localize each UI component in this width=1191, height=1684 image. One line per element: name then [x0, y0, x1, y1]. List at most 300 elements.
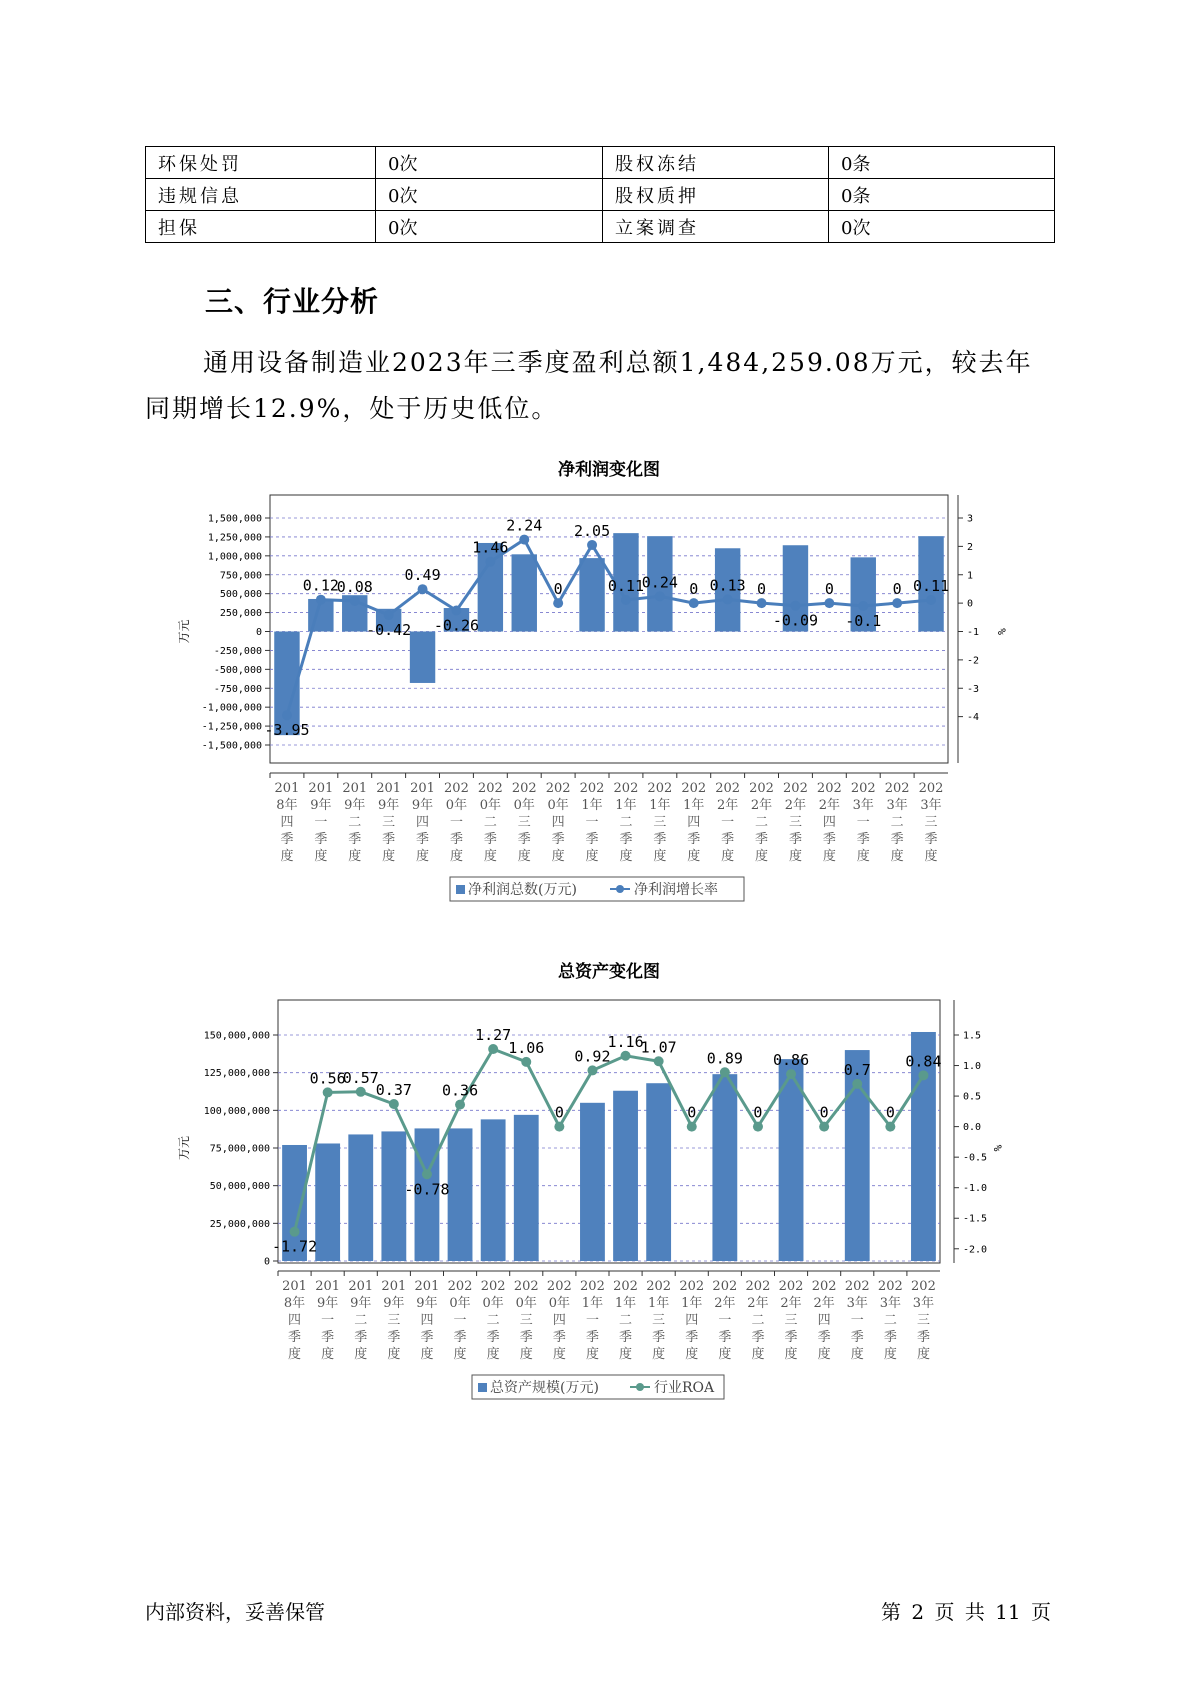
bar	[580, 1103, 605, 1261]
x-tick-label: 1年	[683, 798, 705, 813]
x-tick-label: 四	[822, 815, 836, 830]
table-cell: 0次	[376, 179, 603, 211]
y-tick-label: -1,500,000	[201, 740, 262, 752]
y2-tick-label: 1	[967, 570, 974, 582]
x-tick-label: 1年	[581, 1296, 604, 1311]
data-point	[689, 598, 699, 608]
x-tick-label: 度	[751, 1347, 765, 1362]
y-tick-label: -1,250,000	[201, 721, 262, 733]
data-label: 1.27	[475, 1026, 512, 1045]
x-tick-label: 二	[348, 815, 362, 830]
data-label: 0.7	[843, 1060, 871, 1079]
y2-tick-label: 2	[967, 541, 974, 553]
x-tick-label: 9年	[317, 1296, 339, 1311]
x-tick-label: 季	[382, 832, 396, 847]
table-cell: 0条	[829, 179, 1055, 211]
data-label: 0.57	[342, 1068, 379, 1087]
x-tick-label: 季	[822, 832, 836, 847]
x-tick-label: 202	[679, 1279, 705, 1294]
x-tick-label: 9年	[383, 1296, 405, 1311]
x-tick-label: 度	[585, 849, 599, 864]
x-tick-label: 度	[619, 849, 633, 864]
x-tick-label: 202	[444, 781, 469, 796]
x-tick-label: 9年	[344, 798, 366, 813]
y-tick-label: -1,000,000	[201, 702, 262, 714]
x-tick-label: 202	[580, 1279, 605, 1294]
x-tick-label: 1年	[614, 1296, 637, 1311]
risk-info-table	[145, 146, 1055, 243]
x-tick-label: 季	[387, 1330, 401, 1345]
x-tick-label: 202	[745, 1279, 771, 1294]
y-tick-label: -750,000	[213, 683, 262, 695]
data-point	[621, 1051, 631, 1061]
data-point	[316, 595, 326, 605]
x-tick-label: 202	[477, 781, 503, 796]
x-tick-label: 2年	[717, 798, 739, 813]
x-tick-label: 季	[856, 832, 870, 847]
table-cell: 违规信息	[146, 179, 376, 211]
x-tick-label: 三	[788, 815, 802, 830]
x-tick-label: 2年	[714, 1296, 736, 1311]
table-cell: 股权质押	[603, 179, 829, 211]
legend-bar-label: 总资产规模(万元)	[490, 1380, 599, 1396]
y2-tick-label: -1	[967, 627, 980, 638]
y-tick-label: 1,500,000	[207, 513, 262, 525]
data-point	[521, 1057, 531, 1067]
x-tick-label: 一	[585, 815, 599, 830]
x-tick-label: 度	[718, 1347, 732, 1362]
y2-tick-label: 0.5	[963, 1091, 982, 1103]
x-tick-label: 一	[314, 815, 328, 830]
x-tick-label: 一	[856, 815, 870, 830]
data-point	[786, 1069, 796, 1079]
data-label: 1.07	[640, 1038, 677, 1057]
x-tick-label: 一	[321, 1313, 335, 1328]
bar	[512, 554, 537, 631]
x-tick-label: 季	[416, 832, 430, 847]
table-cell: 担保	[146, 211, 376, 243]
y-tick-label: 1,250,000	[207, 532, 262, 544]
x-tick-label: 季	[585, 832, 599, 847]
x-tick-label: 一	[718, 1313, 732, 1328]
x-tick-label: 季	[517, 832, 531, 847]
bar	[613, 1091, 638, 1261]
x-tick-label: 2年	[784, 798, 807, 813]
x-tick-label: 度	[755, 849, 769, 864]
x-tick-label: 度	[890, 849, 904, 864]
x-tick-label: 0年	[547, 798, 569, 813]
data-point	[654, 1056, 664, 1066]
y2-tick-label: -2.0	[963, 1244, 988, 1256]
x-tick-label: 202	[911, 1279, 936, 1294]
legend-bar-swatch	[478, 1383, 487, 1392]
x-tick-label: 二	[883, 1313, 897, 1328]
data-label: 0.08	[336, 577, 373, 596]
data-label: -3.95	[264, 721, 310, 740]
x-tick-label: 季	[449, 832, 463, 847]
data-label: 0.12	[302, 576, 339, 595]
x-tick-label: 四	[416, 815, 430, 830]
x-tick-label: 3年	[846, 1296, 868, 1311]
x-tick-label: 0年	[479, 798, 501, 813]
y2-axis-label: %	[995, 628, 1008, 635]
x-tick-label: 季	[453, 1330, 467, 1345]
x-tick-label: 四	[817, 1313, 831, 1328]
data-label: 2.24	[506, 516, 543, 535]
x-tick-label: 季	[619, 1330, 633, 1345]
y2-tick-label: -1.5	[963, 1213, 988, 1225]
x-tick-label: 202	[844, 1279, 870, 1294]
y-tick-label: 500,000	[219, 589, 262, 601]
x-tick-label: 季	[420, 1330, 434, 1345]
x-tick-label: 季	[552, 1330, 566, 1345]
x-tick-label: 度	[416, 849, 430, 864]
bar	[712, 1074, 737, 1261]
x-tick-label: 季	[784, 1330, 798, 1345]
x-tick-label: 度	[551, 849, 565, 864]
x-tick-label: 三	[653, 815, 667, 830]
data-label: 0.84	[905, 1052, 942, 1071]
x-tick-label: 度	[685, 1347, 699, 1362]
table-cell: 0次	[376, 211, 603, 243]
x-tick-label: 9年	[411, 798, 434, 813]
x-tick-label: 度	[387, 1347, 401, 1362]
x-tick-label: 度	[817, 1347, 831, 1362]
y-tick-label: 250,000	[219, 608, 262, 620]
x-tick-label: 度	[585, 1347, 599, 1362]
analysis-paragraph: 通用设备制造业2023年三季度盈利总额1,484,259.08万元，较去年同期增长12.9%，处于历史低位。	[145, 348, 1033, 423]
data-point	[587, 1065, 597, 1075]
x-tick-label: 三	[517, 815, 531, 830]
x-tick-label: 度	[653, 849, 667, 864]
x-tick-label: 3年	[879, 1296, 901, 1311]
y-tick-label: -250,000	[213, 645, 262, 657]
x-tick-label: 二	[619, 815, 633, 830]
x-tick-label: 1年	[648, 1296, 670, 1311]
y-tick-label: 750,000	[219, 570, 262, 582]
x-tick-label: 季	[924, 832, 938, 847]
table-cell: 0次	[829, 211, 1055, 243]
x-tick-label: 8年	[283, 1296, 306, 1311]
data-point	[485, 557, 495, 567]
x-tick-label: 202	[681, 781, 707, 796]
x-tick-label: 202	[511, 781, 537, 796]
y-tick-label: 50,000,000	[209, 1181, 270, 1193]
x-tick-label: 四	[288, 1313, 302, 1328]
bar	[381, 1131, 406, 1261]
x-tick-label: 0年	[515, 1296, 537, 1311]
data-point	[723, 594, 733, 604]
x-tick-label: 0年	[513, 798, 535, 813]
y-axis-label: 万元	[177, 1135, 191, 1161]
x-tick-label: 一	[850, 1313, 864, 1328]
data-label: -0.42	[366, 621, 412, 640]
x-tick-label: 四	[420, 1313, 434, 1328]
data-label: -0.1	[845, 611, 882, 630]
x-tick-label: 9年	[416, 1296, 438, 1311]
data-point	[720, 1067, 730, 1077]
y-tick-label: 0	[263, 1256, 270, 1268]
x-tick-label: 202	[447, 1279, 473, 1294]
table-cell: 0次	[376, 147, 603, 179]
x-tick-label: 度	[382, 849, 396, 864]
x-tick-label: 季	[314, 832, 328, 847]
x-tick-label: 3年	[886, 798, 908, 813]
x-tick-label: 季	[652, 1330, 666, 1345]
x-tick-label: 三	[924, 815, 938, 830]
data-label: 0.13	[709, 576, 746, 595]
x-tick-label: 2年	[750, 798, 773, 813]
bar	[315, 1143, 340, 1261]
y-axis-label: 万元	[177, 619, 191, 644]
x-tick-label: 三	[784, 1313, 798, 1328]
x-tick-label: 一	[585, 1313, 599, 1328]
y-tick-label: 75,000,000	[209, 1143, 270, 1155]
x-tick-label: 度	[784, 1347, 798, 1362]
data-label: 0	[554, 1103, 564, 1122]
x-tick-label: 2年	[747, 1296, 769, 1311]
data-point	[587, 540, 597, 550]
data-label: 0.89	[706, 1049, 743, 1068]
data-label: 0	[892, 580, 902, 599]
data-label: 0.11	[607, 577, 645, 596]
data-label: 0.86	[772, 1051, 810, 1070]
x-tick-label: 202	[850, 781, 876, 796]
x-tick-label: 3年	[920, 798, 942, 813]
x-tick-label: 201	[342, 781, 368, 796]
x-tick-label: 二	[755, 815, 769, 830]
data-label: 1.16	[607, 1032, 644, 1051]
x-tick-label: 季	[755, 832, 769, 847]
x-tick-label: 度	[856, 849, 870, 864]
data-point	[451, 606, 461, 616]
x-tick-label: 度	[822, 849, 836, 864]
x-tick-label: 202	[546, 1279, 572, 1294]
x-tick-label: 2年	[813, 1296, 835, 1311]
x-tick-label: 201	[282, 1279, 307, 1294]
data-point	[553, 598, 563, 608]
data-point	[519, 535, 529, 545]
legend-line-label: 行业ROA	[654, 1380, 715, 1396]
y-tick-label: 100,000,000	[203, 1105, 270, 1117]
table-cell: 股权冻结	[603, 147, 829, 179]
x-tick-label: 202	[545, 781, 571, 796]
x-tick-label: 9年	[310, 798, 332, 813]
x-tick-label: 季	[619, 832, 633, 847]
x-tick-label: 季	[890, 832, 904, 847]
x-tick-label: 四	[280, 815, 294, 830]
x-tick-label: 季	[354, 1330, 368, 1345]
x-tick-label: 1年	[681, 1296, 703, 1311]
data-point	[422, 1169, 432, 1179]
x-tick-label: 2年	[818, 798, 840, 813]
x-tick-label: 季	[817, 1330, 831, 1345]
table-cell: 0条	[829, 147, 1055, 179]
x-tick-label: 202	[480, 1279, 506, 1294]
y2-tick-label: 3	[967, 513, 974, 525]
x-tick-label: 度	[288, 1347, 302, 1362]
data-label: 0.24	[641, 573, 678, 592]
x-tick-label: 一	[449, 815, 463, 830]
data-point	[356, 1087, 366, 1097]
x-tick-label: 202	[918, 781, 944, 796]
data-point	[488, 1044, 498, 1054]
y-tick-label: 125,000,000	[203, 1068, 270, 1080]
data-point	[554, 1122, 564, 1132]
x-tick-label: 三	[519, 1313, 533, 1328]
y2-tick-label: 0	[967, 598, 974, 610]
footer-confidential: 内部资料，妥善保管	[145, 1600, 325, 1624]
x-tick-label: 四	[552, 1313, 566, 1328]
data-label: -0.09	[772, 611, 819, 630]
data-label: 0	[819, 1103, 829, 1122]
data-point	[824, 598, 834, 608]
bar	[579, 558, 604, 631]
data-label: 0	[757, 580, 767, 599]
x-tick-label: 季	[788, 832, 802, 847]
x-tick-label: 202	[783, 781, 808, 796]
x-tick-label: 季	[721, 832, 735, 847]
data-point	[858, 601, 868, 611]
x-tick-label: 季	[585, 1330, 599, 1345]
total-assets-chart	[0, 955, 1191, 1415]
data-point	[323, 1087, 333, 1097]
x-tick-label: 度	[721, 849, 735, 864]
x-tick-label: 201	[348, 1279, 374, 1294]
x-tick-label: 二	[483, 815, 497, 830]
x-tick-label: 度	[453, 1347, 467, 1362]
data-label: -0.26	[433, 616, 480, 635]
data-label: 0	[553, 580, 563, 599]
table-row	[146, 179, 1055, 211]
data-point	[885, 1122, 895, 1132]
x-tick-label: 9年	[378, 798, 400, 813]
x-tick-label: 202	[579, 781, 605, 796]
x-tick-label: 201	[376, 781, 402, 796]
y2-tick-label: -2	[967, 655, 980, 667]
x-tick-label: 202	[811, 1279, 837, 1294]
x-tick-label: 2年	[780, 1296, 802, 1311]
y2-tick-label: 0.0	[963, 1122, 982, 1134]
bar	[646, 1083, 671, 1261]
data-label: 0	[689, 580, 699, 599]
x-tick-label: 季	[850, 1330, 864, 1345]
x-tick-label: 季	[280, 832, 294, 847]
x-tick-label: 1年	[581, 798, 603, 813]
x-tick-label: 度	[321, 1347, 335, 1362]
data-point	[819, 1122, 829, 1132]
x-tick-label: 3年	[852, 798, 874, 813]
x-tick-label: 202	[613, 1279, 638, 1294]
data-label: -0.78	[404, 1180, 450, 1199]
x-tick-label: 三	[387, 1313, 401, 1328]
data-point	[290, 1227, 300, 1237]
data-label: 2.05	[573, 521, 611, 540]
y2-tick-label: 1.0	[963, 1061, 982, 1073]
x-tick-label: 季	[348, 832, 362, 847]
data-point	[350, 596, 360, 606]
x-tick-label: 度	[519, 1347, 533, 1362]
bar	[410, 632, 435, 683]
x-tick-label: 201	[315, 1279, 341, 1294]
x-tick-label: 季	[685, 1330, 699, 1345]
x-tick-label: 1年	[615, 798, 637, 813]
y2-axis-label: %	[991, 1144, 1004, 1152]
x-tick-label: 季	[751, 1330, 765, 1345]
data-point	[892, 598, 902, 608]
data-label: 0.56	[309, 1069, 346, 1088]
y2-tick-label: -4	[967, 712, 980, 724]
x-tick-label: 202	[715, 781, 741, 796]
table-cell: 立案调查	[603, 211, 829, 243]
x-tick-label: 度	[552, 1347, 566, 1362]
x-tick-label: 202	[712, 1279, 738, 1294]
x-tick-label: 季	[288, 1330, 302, 1345]
x-tick-label: 度	[486, 1347, 500, 1362]
legend-bar-label: 净利润总数(万元)	[468, 882, 577, 898]
data-point	[753, 1122, 763, 1132]
x-tick-label: 度	[314, 849, 328, 864]
x-tick-label: 202	[749, 781, 774, 796]
x-tick-label: 0年	[445, 798, 468, 813]
x-tick-label: 季	[653, 832, 667, 847]
x-tick-label: 度	[924, 849, 938, 864]
x-tick-label: 度	[449, 849, 463, 864]
x-tick-label: 201	[410, 781, 435, 796]
x-tick-label: 季	[321, 1330, 335, 1345]
data-label: 0	[753, 1103, 763, 1122]
x-tick-label: 202	[816, 781, 842, 796]
x-tick-label: 季	[916, 1330, 930, 1345]
x-tick-label: 1年	[649, 798, 671, 813]
table-cell: 环保处罚	[146, 147, 376, 179]
x-tick-label: 0年	[482, 1296, 504, 1311]
x-tick-label: 二	[354, 1313, 368, 1328]
x-tick-label: 四	[685, 1313, 699, 1328]
x-tick-label: 三	[382, 815, 396, 830]
x-tick-label: 度	[687, 849, 701, 864]
x-tick-label: 202	[613, 781, 639, 796]
data-point	[389, 1099, 399, 1109]
chart-title: 总资产变化图	[558, 962, 660, 982]
data-point	[621, 595, 631, 605]
data-point	[926, 595, 936, 605]
bar	[481, 1119, 506, 1261]
x-tick-label: 一	[453, 1313, 467, 1328]
data-label: 1.46	[472, 538, 509, 557]
data-label: 0.49	[404, 566, 441, 585]
y2-tick-label: -3	[967, 683, 980, 695]
bar	[448, 1128, 473, 1261]
y-tick-label: 1,000,000	[207, 551, 262, 563]
x-tick-label: 0年	[548, 1296, 570, 1311]
data-label: 0	[687, 1103, 697, 1122]
x-tick-label: 度	[916, 1347, 930, 1362]
x-tick-label: 季	[483, 832, 497, 847]
x-tick-label: 202	[884, 781, 910, 796]
x-tick-label: 度	[850, 1347, 864, 1362]
x-tick-label: 8年	[276, 798, 298, 813]
x-tick-label: 四	[551, 815, 565, 830]
data-point	[418, 584, 428, 594]
x-tick-label: 一	[721, 815, 735, 830]
x-tick-label: 二	[751, 1313, 765, 1328]
x-tick-label: 度	[619, 1347, 633, 1362]
x-tick-label: 三	[652, 1313, 666, 1328]
net-profit-chart	[0, 455, 1191, 920]
x-tick-label: 四	[687, 815, 701, 830]
x-tick-label: 3年	[912, 1296, 935, 1311]
